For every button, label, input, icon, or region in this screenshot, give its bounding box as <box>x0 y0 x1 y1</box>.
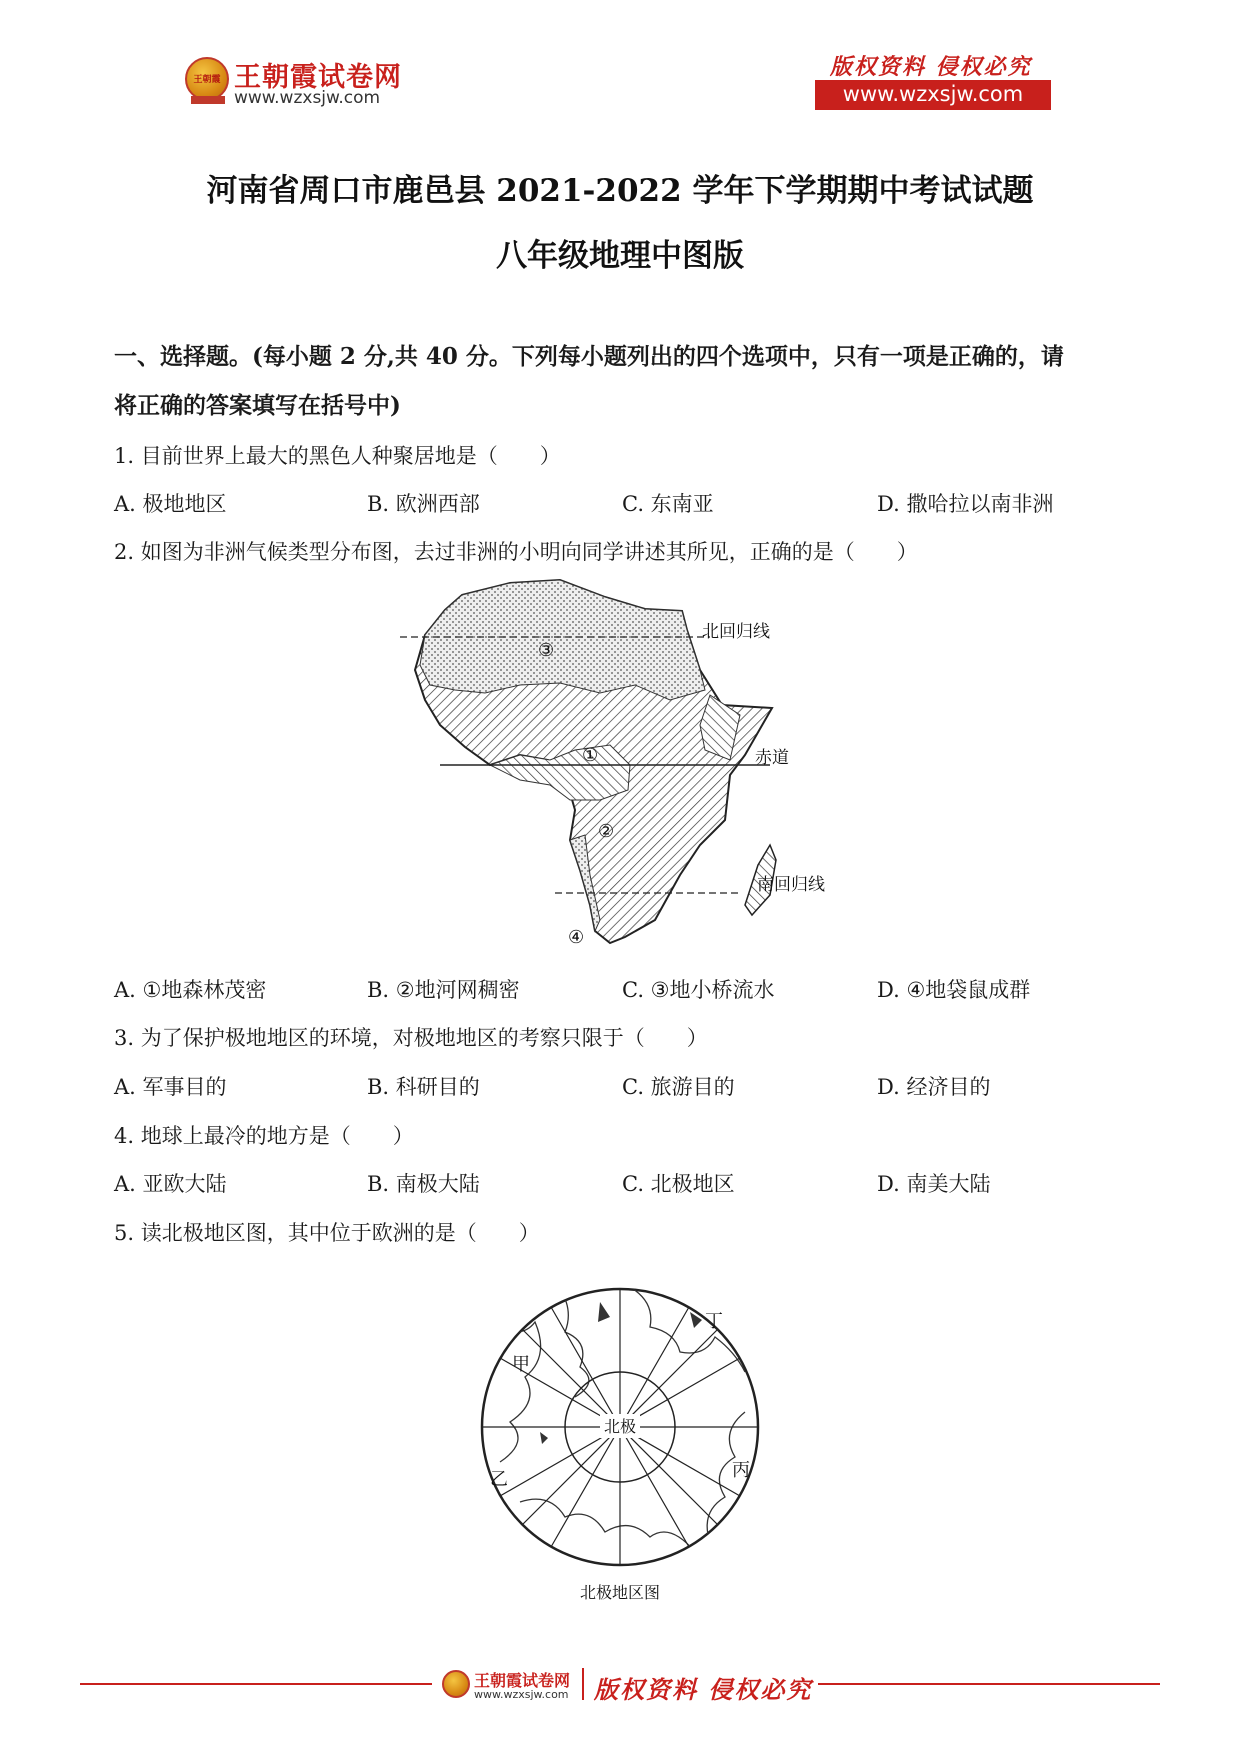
north-pole-label: 北极 <box>604 1417 637 1436</box>
q3-option-a[interactable]: A. 军事目的 <box>114 1075 227 1099</box>
question-5-stem: 5. 读北极地区图，其中位于欧洲的是（ ） <box>114 1221 540 1245</box>
marker-3: ③ <box>538 640 555 661</box>
tropic-cancer-label: 北回归线 <box>702 622 770 642</box>
footer-separator <box>582 1668 584 1700</box>
q4-option-d[interactable]: D. 南美大陆 <box>877 1172 991 1196</box>
page-subtitle: 八年级地理中图版 <box>496 238 744 274</box>
footer-logo <box>442 1670 470 1698</box>
africa-climate-map <box>400 575 825 960</box>
q2-option-d[interactable]: D. ④地袋鼠成群 <box>877 978 1031 1002</box>
tropic-capricorn-label: 南回归线 <box>757 875 825 895</box>
region-jia-label: 甲 <box>512 1354 530 1375</box>
page-title: 河南省周口市鹿邑县 2021-2022 学年下学期期中考试试题 <box>206 173 1034 209</box>
section-heading-cont: 将正确的答案填写在括号中) <box>114 392 401 419</box>
q2-option-b[interactable]: B. ②地河网稠密 <box>367 978 520 1002</box>
question-3-stem: 3. 为了保护极地地区的环境，对极地地区的考察只限于（ ） <box>114 1026 708 1050</box>
q2-option-c[interactable]: C. ③地小桥流水 <box>622 978 775 1002</box>
q1-option-d[interactable]: D. 撒哈拉以南非洲 <box>877 492 1054 516</box>
marker-4: ④ <box>568 927 585 948</box>
region-ding-label: 丁 <box>705 1311 723 1332</box>
copyright-notice: 版权资料 侵权必究 <box>830 54 1032 80</box>
q3-option-d[interactable]: D. 经济目的 <box>877 1075 991 1099</box>
brand-name: 王朝霞试卷网 <box>234 62 402 93</box>
region-bing-label: 丙 <box>732 1460 750 1481</box>
url-banner-text[interactable]: www.wzxsjw.com <box>842 82 1024 106</box>
equator-label: 赤道 <box>755 748 789 768</box>
q1-option-a[interactable]: A. 极地地区 <box>114 492 227 516</box>
q4-option-a[interactable]: A. 亚欧大陆 <box>114 1172 227 1196</box>
footer-rule-right <box>818 1683 1160 1685</box>
footer-rule-left <box>80 1683 432 1685</box>
footer-brand-name: 王朝霞试卷网 <box>474 1671 571 1690</box>
footer-copyright: 版权资料 侵权必究 <box>594 1675 813 1704</box>
q4-option-b[interactable]: B. 南极大陆 <box>367 1172 480 1196</box>
marker-2: ② <box>598 821 615 842</box>
footer-brand-url[interactable]: www.wzxsjw.com <box>474 1688 569 1701</box>
brand-logo-ribbon <box>191 96 225 104</box>
sahara-desert-zone <box>420 580 705 700</box>
marker-1: ① <box>582 745 599 766</box>
q1-option-c[interactable]: C. 东南亚 <box>622 492 714 516</box>
arctic-map-caption: 北极地区图 <box>579 1583 661 1602</box>
q1-option-b[interactable]: B. 欧洲西部 <box>367 492 480 516</box>
arctic-region-map <box>480 1262 760 1622</box>
brand-url[interactable]: www.wzxsjw.com <box>234 88 381 108</box>
brand-logo-seal: 王朝霞 <box>193 75 221 85</box>
region-yi-label: 乙 <box>490 1469 508 1490</box>
q3-option-c[interactable]: C. 旅游目的 <box>622 1075 735 1099</box>
question-2-stem: 2. 如图为非洲气候类型分布图，去过非洲的小明向同学讲述其所见，正确的是（ ） <box>114 540 918 564</box>
q2-option-a[interactable]: A. ①地森林茂密 <box>114 978 267 1002</box>
q4-option-c[interactable]: C. 北极地区 <box>622 1172 735 1196</box>
q3-option-b[interactable]: B. 科研目的 <box>367 1075 480 1099</box>
question-4-stem: 4. 地球上最冷的地方是（ ） <box>114 1124 414 1148</box>
question-1-stem: 1. 目前世界上最大的黑色人种聚居地是（ ） <box>114 444 561 468</box>
section-heading: 一、选择题。(每小题 2 分,共 40 分。下列每小题列出的四个选项中，只有一项是正确的，请 <box>114 343 1064 370</box>
